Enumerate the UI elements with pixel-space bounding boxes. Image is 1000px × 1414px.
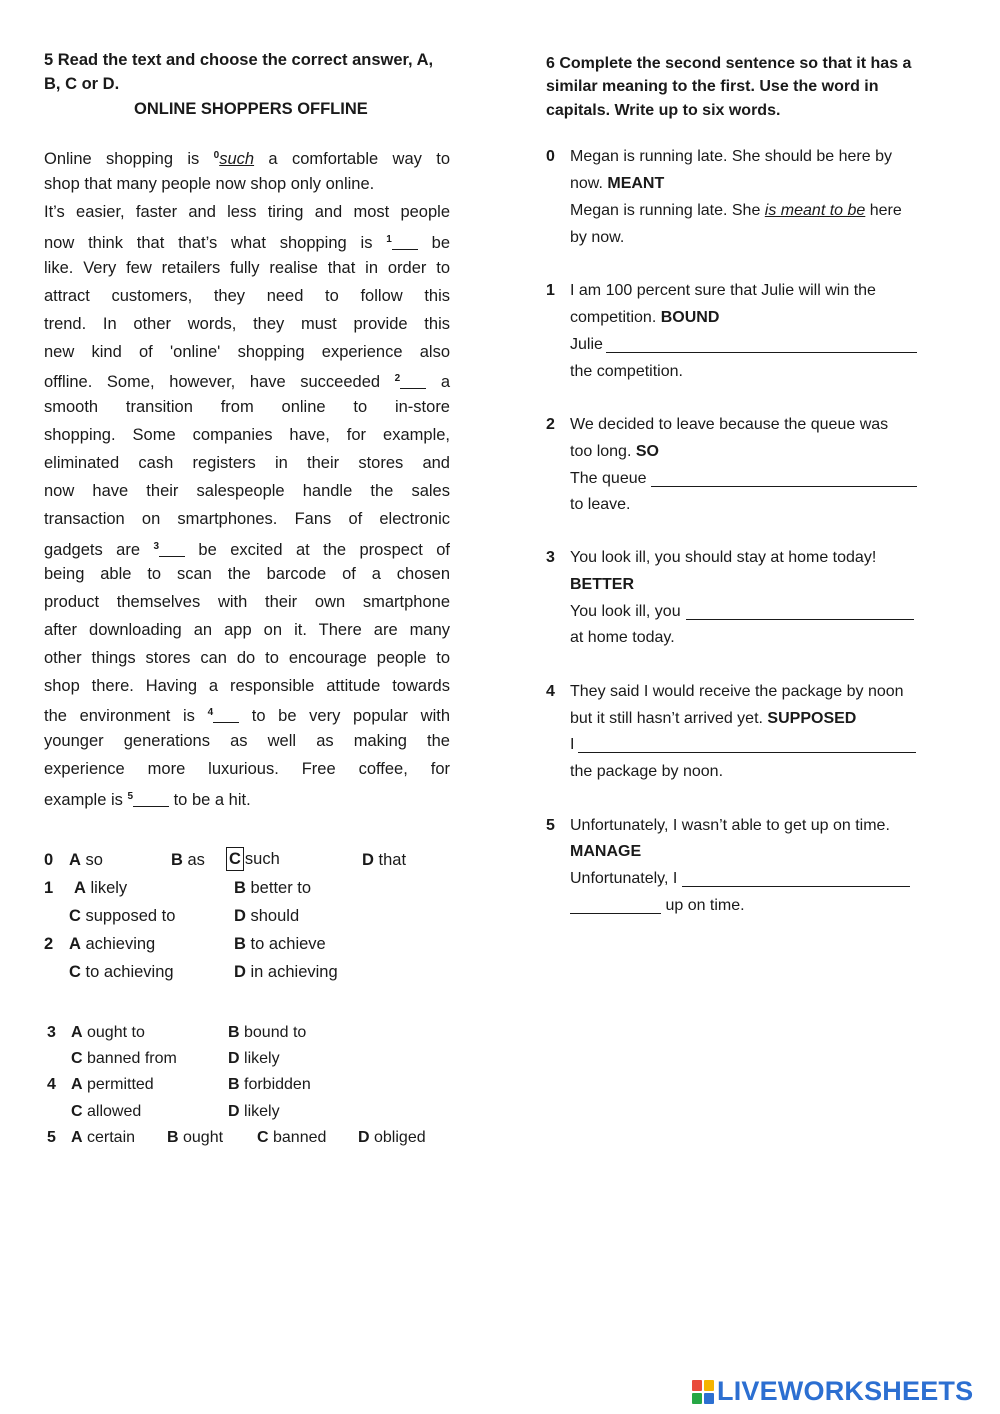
ex6-heading-line2: similar meaning to the first. Use the word in — [546, 78, 879, 95]
item-answer-line: the package by noon. — [570, 763, 724, 780]
option-c[interactable]: C allowed — [71, 1103, 142, 1120]
passage-line: other things stores can do to encourage people to — [44, 649, 450, 667]
item-number: 4 — [546, 683, 555, 700]
passage-line: gadgets are $^3$ be excited at the prospect of — [44, 541, 450, 559]
key-word: MEANT — [607, 175, 665, 192]
item-number: 2 — [546, 416, 555, 433]
item-sentence: You look ill, you should stay at home today! — [570, 549, 877, 566]
item-sentence: I am 100 percent sure that Julie will win the — [570, 282, 876, 299]
item-sentence: too long. SO — [570, 443, 659, 460]
ex6-heading-line1: 6 Complete the second sentence so that it has a — [546, 55, 912, 72]
passage-line: now think that that’s what shopping is $^1$ be — [44, 234, 450, 252]
question-number: 3 — [47, 1024, 56, 1041]
question-number: 4 — [47, 1076, 56, 1093]
passage-line: transaction on smartphones. Fans of electronic — [44, 510, 450, 528]
passage-line: eliminated cash registers in their stores and — [44, 454, 450, 472]
item-answer-line: Megan is running late. She is meant to be here — [570, 202, 902, 219]
option-b[interactable]: B as — [171, 851, 205, 869]
passage-line: smooth transition from online to in-store — [44, 398, 450, 416]
option-a[interactable]: A achieving — [69, 935, 156, 953]
option-d[interactable]: D should — [234, 907, 300, 925]
answer-blank[interactable] — [682, 872, 910, 887]
passage-line: shop that many people now shop only online. — [44, 175, 375, 193]
passage-line: shop there. Having a responsible attitude towards — [44, 677, 450, 695]
option-a[interactable]: A so — [69, 851, 103, 869]
ex5-heading-line2: B, C or D. — [44, 75, 120, 93]
question-number: 5 — [47, 1129, 56, 1146]
option-b[interactable]: B bound to — [228, 1024, 307, 1041]
item-sentence: but it still hasn’t arrived yet. SUPPOSED — [570, 710, 857, 727]
answer-blank[interactable] — [686, 605, 914, 620]
ex5-text-title: ONLINE SHOPPERS OFFLINE — [134, 100, 368, 118]
logo-text: LIVEWORKSHEETS — [717, 1376, 974, 1406]
option-b[interactable]: B to achieve — [234, 935, 326, 953]
item-answer-line: Julie — [570, 333, 917, 357]
option-d[interactable]: D in achieving — [234, 963, 338, 981]
gap-4[interactable] — [213, 709, 239, 723]
example-answer: such — [219, 150, 255, 168]
passage-line: product themselves with their own smartphone — [44, 593, 450, 611]
question-number: 1 — [44, 879, 54, 897]
option-c-selected[interactable]: C such — [226, 847, 280, 871]
passage-line: after downloading an app on it. There are many — [44, 621, 450, 639]
passage-line: younger generations as well as making the — [44, 732, 450, 750]
option-b[interactable]: B better to — [234, 879, 312, 897]
item-number: 3 — [546, 549, 555, 566]
option-b[interactable]: B forbidden — [228, 1076, 311, 1093]
answer-blank[interactable] — [606, 338, 917, 353]
question-number: 2 — [44, 935, 54, 953]
option-a[interactable]: A certain — [71, 1129, 136, 1146]
ex5-heading-line1: 5 Read the text and choose the correct answer, A, — [44, 51, 434, 69]
passage-line: new kind of 'online' shopping experience also — [44, 343, 450, 361]
option-a[interactable]: A ought to — [71, 1024, 145, 1041]
passage-line: shopping. Some companies have, for example, — [44, 426, 450, 444]
key-word: SUPPOSED — [767, 710, 857, 727]
passage-line: being able to scan the barcode of a chosen — [44, 565, 450, 583]
liveworksheets-logo — [692, 1376, 973, 1407]
item-answer-line: Unfortunately, I — [570, 867, 910, 891]
key-word: BETTER — [570, 576, 634, 593]
item-sentence: They said I would receive the package by noon — [570, 683, 904, 700]
item-sentence: Megan is running late. She should be here by — [570, 148, 892, 165]
option-d[interactable]: D likely — [228, 1103, 280, 1120]
option-b[interactable]: B ought — [167, 1129, 224, 1146]
gap-5[interactable] — [133, 793, 169, 807]
option-c[interactable]: C banned from — [71, 1050, 177, 1067]
item-answer-line: by now. — [570, 229, 625, 246]
passage-line: now have their salespeople handle the sales — [44, 482, 450, 500]
logo-tiles-icon — [692, 1380, 714, 1404]
passage-line: offline. Some, however, have succeeded $^2$ a — [44, 373, 450, 391]
gap-1[interactable] — [392, 236, 418, 250]
item-answer-line: The queue — [570, 467, 917, 491]
item-answer-line: up on time. — [570, 894, 745, 918]
item-answer-line: to leave. — [570, 496, 631, 513]
passage-line: Online shopping is $^0$such a comfortable way to — [44, 150, 450, 168]
item-sentence: now. MEANT — [570, 175, 665, 192]
option-d[interactable]: D that — [362, 851, 407, 869]
ex6-heading-line3: capitals. Write up to six words. — [546, 102, 781, 119]
option-c[interactable]: C supposed to — [69, 907, 176, 925]
item-answer-line: the competition. — [570, 363, 683, 380]
passage-line: It’s easier, faster and less tiring and most people — [44, 203, 450, 221]
answer-blank[interactable] — [651, 472, 917, 487]
option-d[interactable]: D likely — [228, 1050, 280, 1067]
item-sentence: We decided to leave because the queue was — [570, 416, 889, 433]
answer-blank[interactable] — [578, 738, 916, 753]
item-answer-line: at home today. — [570, 629, 675, 646]
item-sentence: Unfortunately, I wasn’t able to get up on time. — [570, 817, 890, 834]
passage-line: experience more luxurious. Free coffee, for — [44, 760, 450, 778]
item-number: 5 — [546, 817, 555, 834]
item-sentence: competition. BOUND — [570, 309, 720, 326]
gap-2[interactable] — [400, 375, 426, 389]
key-word: BOUND — [660, 309, 720, 326]
example-answer: is meant to be — [764, 202, 866, 219]
passage-line: attract customers, they need to follow this — [44, 287, 450, 305]
item-answer-line: You look ill, you — [570, 600, 914, 624]
option-a[interactable]: A permitted — [71, 1076, 154, 1093]
option-c[interactable]: C to achieving — [69, 963, 174, 981]
gap-3[interactable] — [159, 543, 185, 557]
key-word: MANAGE — [570, 843, 642, 860]
passage-line: example is $^5$ to be a hit. — [44, 791, 251, 809]
passage-line: the environment is $^4$ to be very popular with — [44, 707, 451, 725]
question-number: 0 — [44, 851, 54, 869]
option-c[interactable]: C banned — [257, 1129, 327, 1146]
passage-line: trend. In other words, they must provide this — [44, 315, 450, 333]
option-d[interactable]: D obliged — [358, 1129, 426, 1146]
passage-line: like. Very few retailers fully realise that in order to — [44, 259, 450, 277]
answer-blank[interactable] — [570, 899, 661, 914]
item-number: 0 — [546, 148, 555, 165]
item-number: 1 — [546, 282, 555, 299]
option-a[interactable]: A likely — [74, 879, 128, 897]
key-word: SO — [635, 443, 659, 460]
item-answer-line: I — [570, 733, 916, 757]
